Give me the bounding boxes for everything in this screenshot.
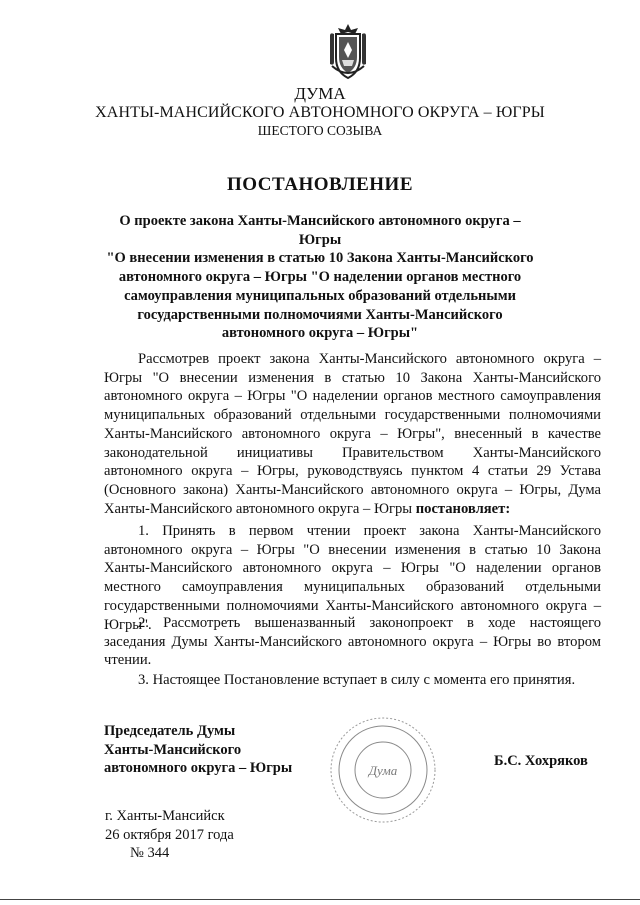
resolution-item-1: 1. Принять в первом чтении проект закона Ханты-Мансийского автономного округа – Югры "О внесении изменения в статью 10 Закона Ханты-Мансийского автономного округа – Югры "О наделении органов местного самоуправления муниципальных образований отдельными государственными полномочиями Ханты-Мансийского автономного округа – Югры". (104, 523, 601, 633)
signatory-position-line: автономного округа – Югры (104, 760, 293, 777)
signatory-position-line: Председатель Думы (104, 723, 236, 739)
place-date-block (105, 807, 234, 863)
subject-line: автономного округа – Югры "О наделении органов местного (118, 269, 522, 286)
coat-of-arms-emblem-icon (322, 22, 374, 82)
subject-line: государственными полномочиями Ханты-Мансийского (137, 306, 503, 323)
org-title: ДУМА (294, 84, 346, 103)
subject-line: автономного округа – Югры" (221, 325, 419, 342)
org-name: ХАНТЫ-МАНСИЙСКОГО АВТОНОМНОГО ОКРУГА – ЮГРЫ (95, 104, 545, 121)
bottom-divider (0, 899, 640, 900)
resolution-item-2: 2. Рассмотреть вышеназванный законопроект в ходе настоящего заседания Думы Ханты-Мансийского автономного округа – Югры во втором чтении. (104, 615, 601, 669)
document-type-title: ПОСТАНОВЛЕНИЕ (226, 174, 414, 195)
document-subject (100, 212, 540, 343)
resolves-keyword: постановляет: (415, 500, 511, 517)
subject-line: "О внесении изменения в статью 10 Закона Ханты-Мансийского (106, 250, 534, 267)
resolution-item-3: 3. Настоящее Постановление вступает в силу с момента его принятия. (138, 672, 576, 688)
signatory-position-line: Ханты-Мансийского (104, 741, 242, 758)
signatory-name: Б.С. Хохряков (494, 753, 588, 769)
org-convocation: ШЕСТОГО СОЗЫВА (257, 123, 383, 138)
official-seal-stamp (328, 711, 438, 829)
stamp-text: Дума (368, 763, 398, 778)
document-date: 26 октября 2017 года (105, 826, 234, 843)
intro-text: Рассмотрев проект закона Ханты-Мансийского автономного округа – Югры "О внесении изменения в статью 10 Закона Ханты-Мансийского автономного округа – Югры "О наделении органов местного самоуправления муниципальных образований отдельными государственными полномочиями Ханты-Мансийского автономного округа – Югры", внесенный в качестве законодательной инициативы Правительством Ханты-Мансийского автономного округа – Югры, руководствуясь пунктом 4 статьи 29 Устава (Основного закона) Ханты-Мансийского автономного округа – Югры, Дума Ханты-Мансийского автономного округа – Югры (104, 351, 601, 517)
document-place: г. Ханты-Мансийск (105, 808, 225, 824)
subject-line: самоуправления муниципальных образований отдельными (124, 287, 516, 304)
document-number: № 344 (130, 845, 170, 862)
intro-paragraph (104, 350, 601, 518)
signatory-position (104, 722, 292, 778)
subject-line: О проекте закона Ханты-Мансийского автономного округа – Югры (119, 213, 521, 248)
